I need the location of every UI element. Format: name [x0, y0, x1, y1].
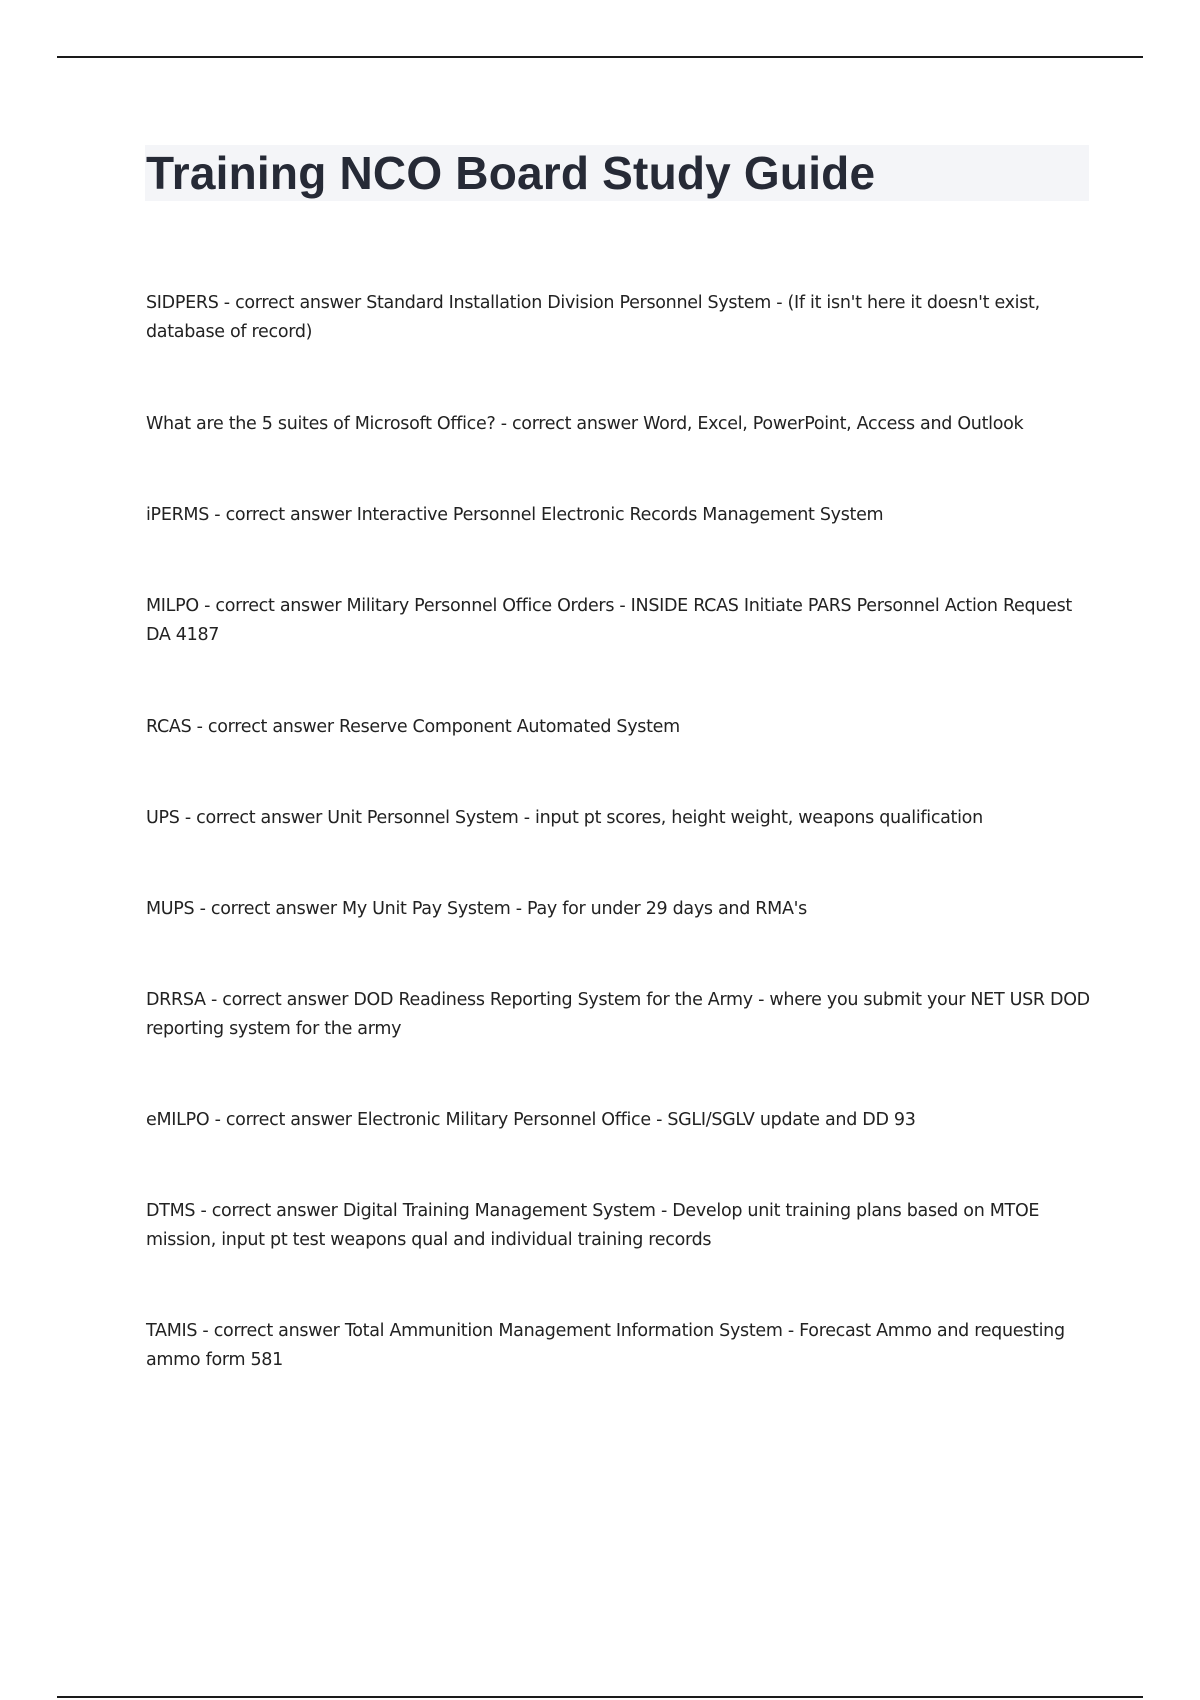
qa-separator: - correct answer — [195, 1201, 343, 1221]
qa-question: TAMIS — [146, 1321, 198, 1341]
qa-answer: Digital Training Management System - Develop unit training plans based on MTOE mission, input pt test weapons qual and individual training records — [146, 1201, 1040, 1250]
qa-question: SIDPERS — [146, 293, 219, 313]
document-title: Training NCO Board Study Guide — [146, 147, 876, 199]
qa-separator: - correct answer — [191, 717, 340, 737]
qa-question: MUPS — [146, 899, 195, 919]
qa-entry — [146, 1106, 1091, 1135]
qa-entry — [146, 986, 1091, 1044]
qa-separator: - correct answer — [194, 899, 343, 919]
qa-separator: - correct answer — [179, 808, 328, 828]
qa-separator: - correct answer — [495, 414, 644, 434]
qa-answer: Total Ammunition Management Information System - Forecast Ammo and requesting ammo form 581 — [146, 1321, 1065, 1370]
qa-separator: - correct answer — [197, 1321, 345, 1341]
qa-entry — [146, 592, 1091, 650]
qa-answer: Electronic Military Personnel Office - SGLI/SGLV update and DD 93 — [356, 1110, 916, 1130]
qa-question: DRRSA — [146, 990, 206, 1010]
qa-entry — [146, 501, 1091, 530]
qa-question: UPS — [146, 808, 180, 828]
bottom-rule — [57, 1696, 1143, 1698]
qa-question: iPERMS — [146, 505, 210, 525]
qa-entry — [146, 1197, 1091, 1255]
qa-separator: - correct answer — [209, 505, 357, 525]
qa-entry — [146, 804, 1091, 833]
qa-entry — [146, 410, 1091, 439]
qa-entry — [146, 1317, 1091, 1375]
qa-answer: Reserve Component Automated System — [339, 717, 680, 737]
qa-question: DTMS — [146, 1201, 196, 1221]
qa-separator: - correct answer — [205, 990, 354, 1010]
qa-separator: - correct answer — [209, 1110, 357, 1130]
qa-answer: Standard Installation Division Personnel System - (If it isn't here it doesn't exist, database of record) — [146, 293, 1040, 342]
qa-separator: - correct answer — [198, 596, 347, 616]
qa-question: RCAS — [146, 717, 192, 737]
qa-question: eMILPO — [146, 1110, 210, 1130]
qa-answer: Unit Personnel System - input pt scores, height weight, weapons qualification — [327, 808, 983, 828]
qa-answer: Military Personnel Office Orders - INSIDE RCAS Initiate PARS Personnel Action Request DA 4187 — [146, 596, 1072, 645]
qa-answer: DOD Readiness Reporting System for the Army - where you submit your NET USR DOD reporting system for the army — [146, 990, 1090, 1039]
qa-question: What are the 5 suites of Microsoft Office? — [146, 414, 496, 434]
qa-entry — [146, 713, 1091, 742]
qa-entry — [146, 895, 1091, 924]
qa-answer: Word, Excel, PowerPoint, Access and Outlook — [643, 414, 1024, 434]
qa-answer: My Unit Pay System - Pay for under 29 days and RMA's — [342, 899, 807, 919]
qa-answer: Interactive Personnel Electronic Records Management System — [356, 505, 884, 525]
qa-entry — [146, 289, 1091, 347]
qa-separator: - correct answer — [218, 293, 367, 313]
qa-question: MILPO — [146, 596, 199, 616]
top-rule — [57, 56, 1143, 58]
